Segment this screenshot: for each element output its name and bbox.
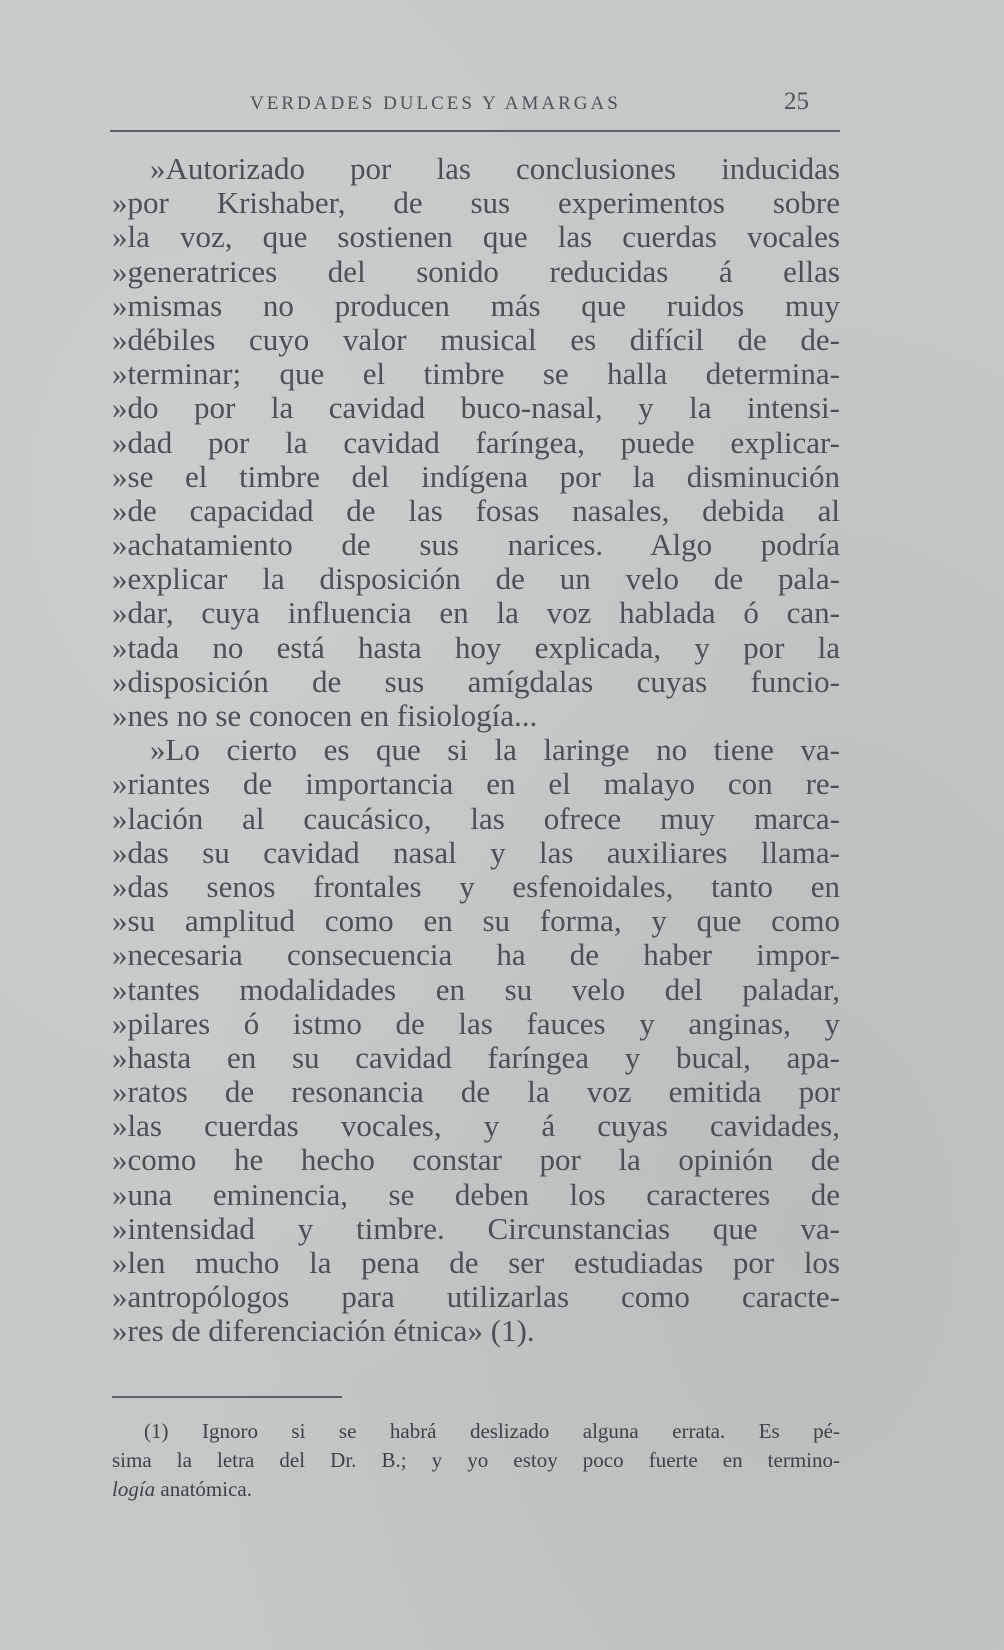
text-line: »como he hecho constar por la opinión de xyxy=(112,1143,840,1178)
text-line: »terminar; que el timbre se halla determina- xyxy=(112,357,840,392)
text-line: »su amplitud como en su forma, y que como xyxy=(112,904,840,939)
text-line: »das su cavidad nasal y las auxiliares llama- xyxy=(112,835,840,870)
text-line: »achatamiento de sus narices. Algo podría xyxy=(112,528,840,563)
text-line: »una eminencia, se deben los caracteres de xyxy=(112,1177,840,1212)
body-text xyxy=(112,152,840,1349)
text-line: »la voz, que sostienen que las cuerdas vocales xyxy=(112,220,840,255)
footnote-italic-term: logía xyxy=(112,1477,156,1501)
text-line: »mismas no producen más que ruidos muy xyxy=(112,288,840,323)
text-line: »nes no se conocen en fisiología... xyxy=(112,699,538,733)
footnote-line-rest: anatómica. xyxy=(155,1477,252,1501)
text-line: »tada no está hasta hoy explicada, y por la xyxy=(112,630,840,665)
text-line: »Autorizado por las conclusiones inducidas xyxy=(150,152,840,186)
text-line: »dad por la cavidad faríngea, puede explicar- xyxy=(112,425,840,460)
text-line: »por Krishaber, de sus experimentos sobre xyxy=(112,186,840,221)
text-line: »hasta en su cavidad faríngea y bucal, apa- xyxy=(112,1040,840,1075)
footnote-line: sima la letra del Dr. B.; y yo estoy poco fuerte en termino- xyxy=(112,1448,840,1472)
text-line: »pilares ó istmo de las fauces y anginas, y xyxy=(112,1006,840,1041)
text-line: »res de diferenciación étnica» (1). xyxy=(112,1314,535,1349)
header-rule xyxy=(110,130,840,132)
text-line: »disposición de sus amígdalas cuyas funcio- xyxy=(112,664,840,699)
text-line: »lación al caucásico, las ofrece muy marca- xyxy=(112,801,840,836)
page-number: 25 xyxy=(784,88,809,115)
text-line: »se el timbre del indígena por la disminución xyxy=(112,459,840,494)
text-line: »dar, cuya influencia en la voz hablada ó can- xyxy=(112,596,840,631)
text-line: »do por la cavidad buco-nasal, y la intensi- xyxy=(112,391,840,426)
text-line: »tantes modalidades en su velo del paladar, xyxy=(112,972,840,1007)
text-line: »Lo cierto es que si la laringe no tiene va- xyxy=(150,733,840,768)
text-line: »ratos de resonancia de la voz emitida por xyxy=(112,1075,840,1110)
footnote-line: (1) Ignoro si se habrá deslizado alguna errata. Es pé- xyxy=(144,1419,840,1443)
text-line: »das senos frontales y esfenoidales, tanto en xyxy=(112,869,840,904)
text-line: »débiles cuyo valor musical es difícil de de- xyxy=(112,322,840,357)
text-line: »necesaria consecuencia ha de haber impor- xyxy=(112,938,840,973)
running-title: VERDADES DULCES Y AMARGAS xyxy=(250,93,621,114)
footnote-rule xyxy=(112,1396,342,1398)
footnote xyxy=(112,1417,840,1504)
text-line: »las cuerdas vocales, y á cuyas cavidades, xyxy=(112,1109,840,1144)
text-line: »de capacidad de las fosas nasales, debida al xyxy=(112,493,840,528)
text-line: »generatrices del sonido reducidas á ellas xyxy=(112,254,840,289)
text-line: »len mucho la pena de ser estudiadas por los xyxy=(112,1246,840,1280)
footnote-line xyxy=(112,1475,840,1504)
text-line: »explicar la disposición de un velo de pala- xyxy=(112,562,840,597)
text-line: »intensidad y timbre. Circunstancias que va- xyxy=(112,1211,840,1246)
text-line: »antropólogos para utilizarlas como caracte- xyxy=(112,1280,840,1315)
text-line: »riantes de importancia en el malayo con re- xyxy=(112,767,840,802)
